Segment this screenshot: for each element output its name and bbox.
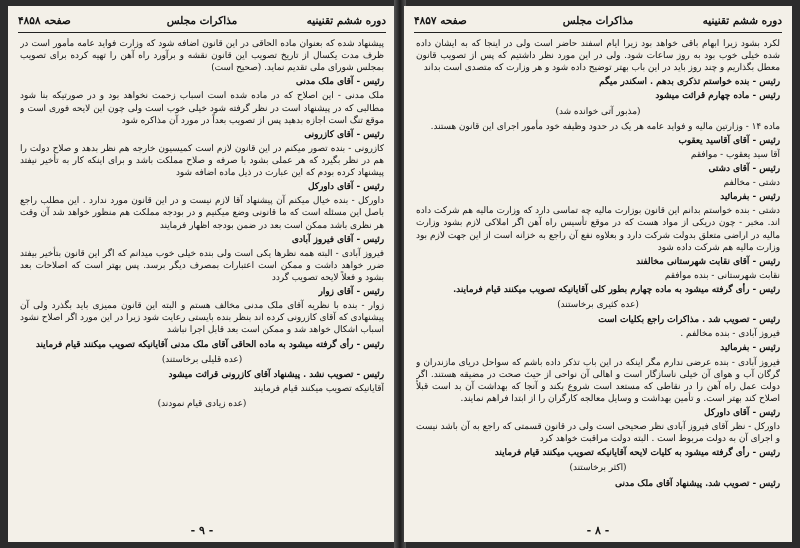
paragraph: رئیس - آقای ملک مدنی [295, 77, 384, 88]
paragraph: رئیس - آقای کازرونی [304, 129, 384, 140]
paragraph: زوار - بنده با نظریه آقای ملک مدنی مخالف هستم و البته این قانون ممیزی باید بگذرد ولی آن پیشنهادی که آقای کازرونی کرده اند بنظر بنده بایستی رعایت شود زیرا در این مورد اگر اصلاح نشود اسباب اشکال خواهد شد و ممکن است بعد قابل اجرا نباشد [20, 301, 384, 336]
paragraph: رئیس - آقای نقابت شهرستانی مخالفند [636, 256, 780, 267]
right-header-session: دوره ششم تقنینیه [702, 15, 782, 27]
paragraph: لکرد بشود زیرا ابهام باقی خواهد بود زیرا ایام اسفند حاضر است ولی در اینجا که به ایشان داده شده خیلی خوب بود به روز ساعات شود. ولی در این مورد نظر داشتیم که پس از تصویب قانون معطل بگذاریم و چند روز باید در این باب بهتر توضیح داده شود و هر وزارت که متصدی است بداند [416, 39, 780, 74]
paragraph: رئیس - آقای آقاسید یعقوب [678, 135, 780, 146]
paragraph: ماده ۱۴ - وزارتین مالیه و فواید عامه هر یک در حدود وظیفه خود مأمور اجرای این قانون هستند. [430, 121, 780, 132]
left-header-page-label: صفحه ۴۸۵۸ [18, 15, 71, 27]
paragraph: رئیس - آقای فیروز آبادی [291, 234, 384, 245]
left-header-session: دوره ششم تقنینیه [306, 15, 386, 27]
paragraph: فیروز آبادی - البته همه نظرها یکی است ولی بنده خیلی خوب میدانم که اگر این قانون بتأخیر بیفتد ضرر خواهد داشت و ممکن است اعتبارات بمصرف دیگر برسد. پس بهتر است که اصلاحات بعد بشود و فعلاً لایحه تصویب گردد [20, 248, 384, 283]
paragraph: رئیس - تصویب شد . مذاکرات راجع بکلیات است [598, 315, 780, 326]
right-page-number: - ۸ - [586, 524, 610, 537]
paragraph: فیروز آبادی - بنده عرضی ندارم مگر اینکه در این باب تذکر داده باشم که سواحل دریای مازندران و گرگان آب و هوای آن خیلی ناسازگار است و اهالی آن نواحی از حیث صحت در مضیقه هستند. اگر دولت عمل راه آهن را در نقاطی که مستعد است شروع بکند و آنجا که بهداشت آن بد است قبلاً اصلاح کند بهتر است. و تأمین بهداشت و وسایل معالجه کارگران را از ابتدا فراهم نمایند. [416, 357, 780, 404]
paragraph: رئیس - بفرمائید [720, 343, 780, 354]
paragraph: پیشنهاد شده که بعنوان ماده الحاقی در این قانون اضافه شود که وزارت فواید عامه مأمور است در ظرف مدت یکسال از تاریخ تصویب این قانون نقشه و برآورد راه آهن را تهیه کرده برای تصویب بمجلس شورای ملی تقدیم نماید. (صحیح است) [20, 39, 384, 74]
paragraph: فیروز آبادی - بنده مخالفم . [680, 329, 780, 340]
paragraph: رئیس - رأی گرفته میشود به ماده چهارم بطور کلی آقایانیکه تصویب میکنند قیام فرمایند. [453, 284, 780, 295]
paragraph: رئیس - بفرمائید [720, 192, 780, 203]
left-page-header [18, 14, 386, 33]
right-page-body [416, 38, 780, 520]
left-page [8, 6, 396, 542]
right-header-title: مذاکرات مجلس [562, 15, 634, 27]
paragraph: (عده کثیری برخاستند) [557, 300, 639, 311]
paragraph: رئیس - تصویب نشد . پیشنهاد آقای کازرونی قرائت میشود [168, 369, 384, 380]
paragraph: رئیس - آقای داورکل [308, 182, 384, 193]
right-page [404, 6, 792, 542]
paragraph: (مذبور آتی خوانده شد) [555, 106, 641, 117]
paragraph: رئیس - تصویب شد. پیشنهاد آقای ملک مدنی [615, 478, 780, 489]
paragraph: نقابت شهرستانی - بنده موافقم [664, 270, 780, 281]
paragraph: رئیس - بنده خواستم تذکری بدهم . اسکندر میگم [599, 77, 780, 88]
paragraph: رئیس - آقای دشتی [708, 163, 780, 174]
paragraph: (عده قلیلی برخاستند) [161, 354, 243, 365]
paragraph: آقایانیکه تصویب میکنند قیام فرمایند [253, 383, 384, 394]
paragraph: داورکل - نظر آقای فیروز آبادی نظر صحیحی است ولی در قانون قسمتی که راجع به آن باشد نیست و اجرای آن به دولت مربوط است . البته دولت مراقبت خواهد کرد [416, 422, 780, 445]
paragraph: رئیس - آقای داورکل [704, 407, 780, 418]
left-page-number: - ۹ - [190, 524, 214, 537]
left-page-body [20, 38, 384, 520]
paragraph: رئیس - رأی گرفته میشود به کلیات لایحه آقایانیکه تصویب میکنند قیام فرمایند [494, 448, 780, 459]
right-header-page-label: صفحه ۴۸۵۷ [414, 15, 467, 27]
left-header-title: مذاکرات مجلس [166, 15, 238, 27]
paragraph: رئیس - ماده چهارم قرائت میشود [655, 91, 780, 102]
paragraph: رئیس - آقای زوار [318, 287, 384, 298]
right-page-header [414, 14, 782, 33]
paragraph: دشتی - بنده خواستم بدانم این قانون بوزارت مالیه چه تماسی دارد که وزارت مالیه هم شرکت داده اند. مخبر - چون دریکی از مواد هست که در موقع تأسیس راه آهن اگر املاکی لازم بشود وزارت مالیه در اراضی متعلق بدولت شرکت دارد و بعلاوه نفع آن راجع به خزانه است از این جهت لازم بود وزارت مالیه هم شرکت داده شود [416, 206, 780, 253]
paragraph: داورکل - بنده خیال میکنم آن پیشنهاد آقا لازم نیست و در این قانون مورد ندارد . این مطلب راجع باصل این مسئله است که ما قانونی وضع میکنیم و در بودجه مملکت هم منظور خواهد شد آن وقت هر نظری باشد ممکن است بعد در ضمن بودجه اظهار فرمایند [20, 196, 384, 231]
paragraph: دشتی - مخالفم [723, 178, 780, 189]
paragraph: (عده زیادی قیام نمودند) [157, 398, 247, 409]
paragraph: (اکثر برخاستند) [569, 463, 627, 474]
paragraph: کازرونی - بنده تصور میکنم در این قانون لازم است کمیسیون خارجه هم نظر بدهد و صلاح دولت را هم در نظر بگیرد که هر عملی بشود با صرفه و صلاح مملکت باشد و برای اینکه کار به تأخیر نیفتد پیشنهاد کرده بودم که این عبارت در ذیل ماده اضافه شود [20, 143, 384, 179]
paragraph: آقا سید یعقوب - موافقم [690, 149, 780, 160]
paragraph: رئیس - رأی گرفته میشود به ماده الحاقی آقای ملک مدنی آقایانیکه تصویب میکنند قیام فرمایند [35, 339, 384, 350]
paragraph: ملک مدنی - این اصلاح که در ماده شده است اسباب زحمت نخواهد بود و در صورتیکه بنا شود مطالبی که در پیشنهاد است در نظر گرفته شود خیلی خوب است ولی چون این لایحه فوری است و موقع تنگ است اجازه بدهید پس از تصویب بعداً در مورد آن مذاکره شود [20, 91, 384, 126]
